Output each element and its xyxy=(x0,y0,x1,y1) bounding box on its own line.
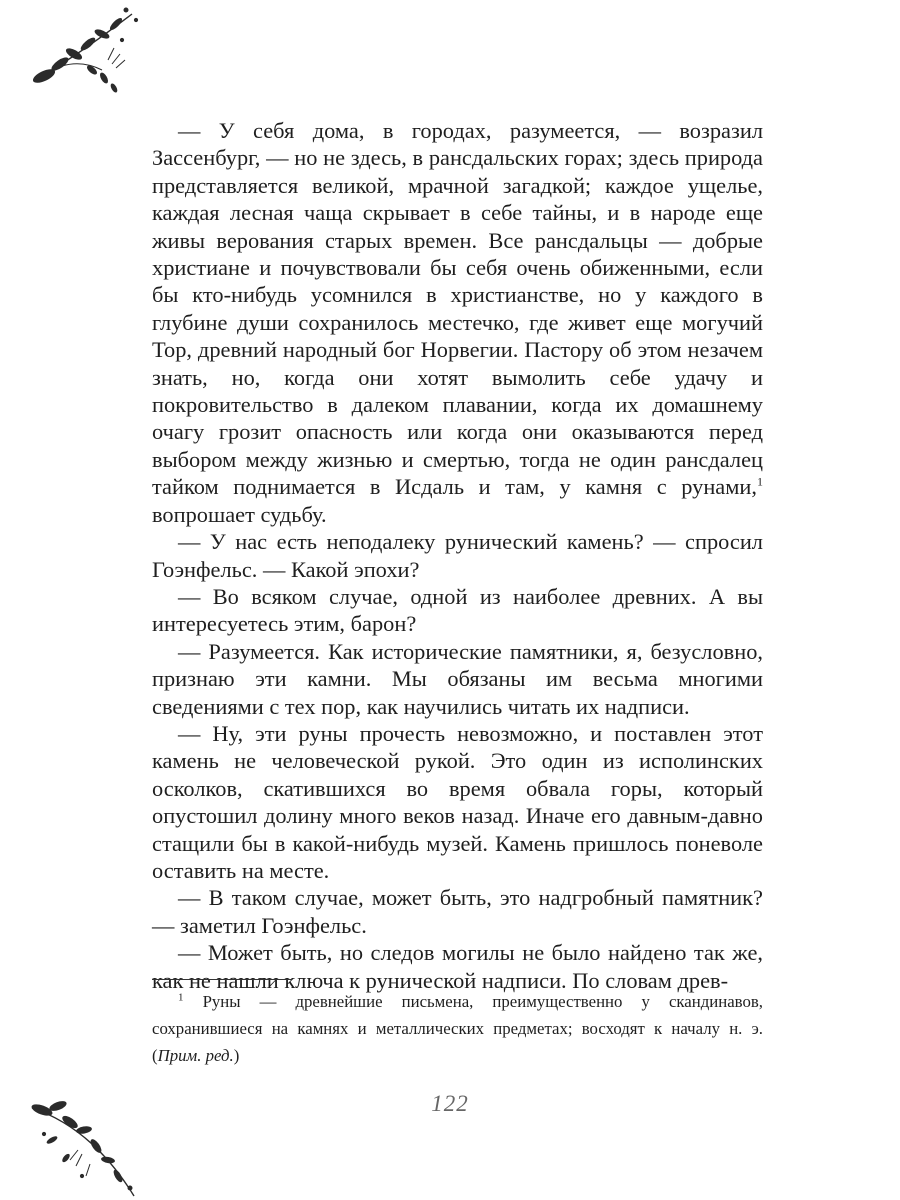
editor-note: Прим. ред. xyxy=(157,1046,234,1065)
paragraph: — Ну, эти руны прочесть невозможно, и поставлен этот камень не человеческой рукой. Это один из исполинских осколков, скатившихся во время обвала горы, который опустошил долину много веков назад. Иначе его давным-давно стащили бы в какой-нибудь музей. Камень пришлось поневоле оставить на месте. xyxy=(152,720,763,883)
botanical-ornament-top-icon xyxy=(22,0,152,112)
footnote-divider xyxy=(152,979,292,980)
page-number: 122 xyxy=(431,1091,469,1116)
paragraph: — В таком случае, может быть, это надгробный памятник? — заметил Гоэнфельс. xyxy=(152,885,763,938)
paragraph: — Может быть, но следов могилы не было найдено так же, как не нашли ключа к рунической надписи. По словам древ- xyxy=(152,940,763,993)
paragraph: — У нас есть неподалеку рунический камень? — спросил Гоэнфельс. — Какой эпохи? xyxy=(152,529,763,582)
botanical-ornament-bottom-icon xyxy=(22,1088,152,1200)
paragraph: — Во всяком случае, одной из наиболее древних. А вы интересуетесь этим, барон? xyxy=(152,583,763,637)
body-text xyxy=(152,117,763,994)
paragraph: — У себя дома, в городах, разумеется, — возразил Зассенбург, — но не здесь, в рансдальских горах; здесь природа представляется великой, мрачной загадкой; каждое ущелье, каждая лесная чаща скрывает в себе тайны, и в народе еще живы верования старых времен. Все рансдальцы — добрые христиане и почувствовали бы себя очень обиженными, если бы кто-нибудь усомнился в христианстве, но у каждого в глубине души сохранилось местечко, где живет еще могучий Тор, древний народный бог Норвегии. Пастору об этом незачем знать, но, когда они хотят вымолить себе удачу и покровительство в далеком плавании, когда их домашнему очагу грозит опасность или когда они оказываются перед выбором между жизнью и смертью, тогда не один рансдалец тайком поднимается в Исдаль и там, у камня с рунами,$^1$ вопрошает судьбу. xyxy=(152,118,763,527)
footnote-reference: 1 xyxy=(757,474,763,489)
footnote: $^1$ Руны — древнейшие письмена, преимущественно у скандинавов, сохранившиеся на камнях и металлических предметах; восходят к началу н. э. (Прим. ред.) xyxy=(152,991,764,1065)
footnote-text: Руны — древнейшие письмена, преимущественно у скандинавов, сохранившиеся на камнях и металлических предметах; восходят к началу н. э. xyxy=(152,992,764,1038)
paragraph: — Разумеется. Как исторические памятники, я, безусловно, признаю эти камни. Мы обязаны им весьма многими сведениями с тех пор, как научились читать их надписи. xyxy=(152,638,763,719)
footnote-marker: 1 xyxy=(178,991,184,1004)
